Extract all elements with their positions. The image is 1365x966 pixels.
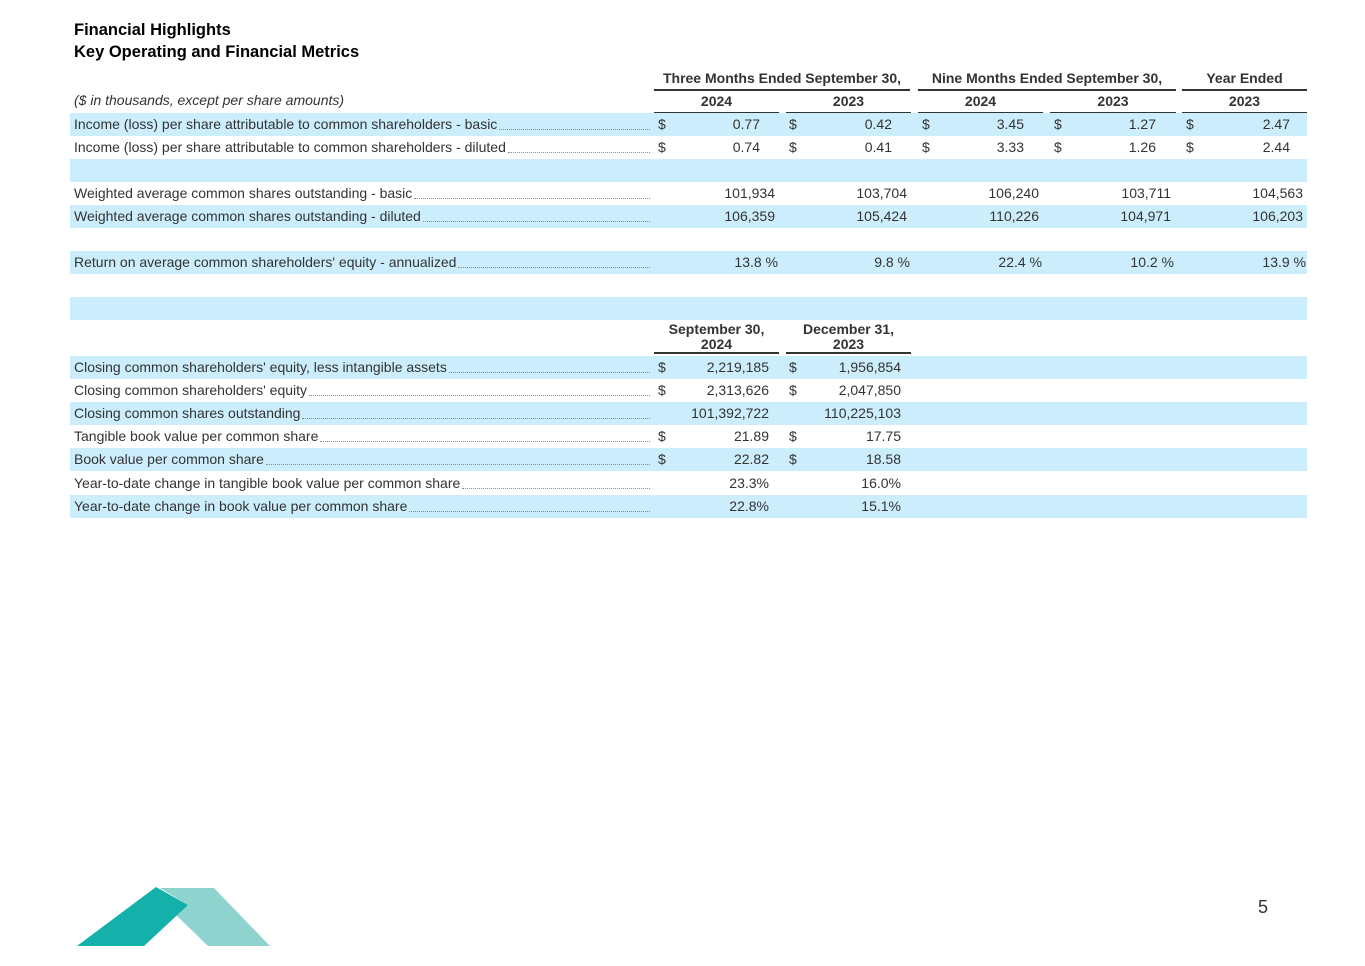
balance-header: December 31, 2023	[786, 322, 911, 354]
row-label: Book value per common share	[74, 448, 650, 471]
spacer-row	[70, 159, 1307, 182]
cell-value: 106,203	[1252, 208, 1303, 224]
cell-value: 3.33	[996, 139, 1024, 155]
year-header: 2023	[1182, 93, 1307, 114]
row-label: Closing common shares outstanding	[74, 402, 650, 425]
row-label: Return on average common shareholders' equity - annualized	[74, 251, 650, 274]
currency-symbol: $	[789, 116, 797, 132]
currency-symbol: $	[789, 382, 797, 398]
row-label: Income (loss) per share attributable to common shareholders - diluted	[74, 136, 650, 159]
company-logo-icon	[76, 887, 272, 949]
cell-value: 15.1%	[861, 498, 901, 514]
table-row	[70, 495, 1307, 518]
row-label: Year-to-date change in tangible book value per common share	[74, 472, 650, 495]
currency-symbol: $	[658, 451, 666, 467]
currency-symbol: $	[658, 428, 666, 444]
table-row	[70, 205, 1307, 228]
cell-value: 110,226	[989, 208, 1039, 224]
cell-value: 106,240	[988, 185, 1039, 201]
cell-value: 110,225,103	[824, 405, 901, 421]
year-header: 2023	[786, 93, 911, 114]
year-header: 2024	[918, 93, 1043, 114]
cell-value: 105,424	[856, 208, 907, 224]
cell-value: 103,711	[1121, 185, 1171, 201]
cell-value: 2,047,850	[838, 382, 901, 398]
cell-value: 22.8%	[729, 498, 769, 514]
logo-light-shape	[160, 888, 270, 946]
cell-value: 22.82	[733, 451, 769, 467]
cell-value: 22.4 %	[998, 254, 1042, 270]
table-row	[70, 182, 1307, 205]
page-number: 5	[1258, 897, 1269, 917]
table-row	[70, 448, 1307, 471]
row-label: Year-to-date change in book value per common share	[74, 495, 650, 518]
currency-symbol: $	[789, 451, 797, 467]
cell-value: 13.9 %	[1262, 254, 1306, 270]
cell-value: 0.42	[864, 116, 892, 132]
cell-value: 21.89	[733, 428, 769, 444]
currency-symbol: $	[789, 139, 797, 155]
cell-value: 18.58	[865, 451, 901, 467]
currency-symbol: $	[658, 382, 666, 398]
cell-value: 17.75	[865, 428, 901, 444]
header-three-months: Three Months Ended September 30,	[654, 70, 910, 91]
cell-value: 2.47	[1262, 116, 1290, 132]
cell-value: 13.8 %	[734, 254, 778, 270]
cell-value: 9.8 %	[874, 254, 910, 270]
row-label: Weighted average common shares outstanding - diluted	[74, 205, 650, 228]
cell-value: 104,971	[1120, 208, 1171, 224]
currency-symbol: $	[1186, 116, 1194, 132]
year-header: 2023	[1050, 93, 1176, 114]
table-row	[70, 356, 1307, 379]
table-row	[70, 251, 1307, 274]
cell-value: 0.77	[732, 116, 760, 132]
currency-symbol: $	[1054, 139, 1062, 155]
cell-value: 10.2 %	[1130, 254, 1174, 270]
section-title: Financial Highlights	[74, 21, 231, 39]
cell-value: 2,313,626	[706, 382, 769, 398]
section-subtitle: Key Operating and Financial Metrics	[74, 43, 360, 61]
table-row	[70, 402, 1307, 425]
cell-value: 1.26	[1128, 139, 1156, 155]
cell-value: 23.3%	[729, 475, 769, 491]
row-label: Closing common shareholders' equity	[74, 379, 650, 402]
currency-symbol: $	[789, 359, 797, 375]
cell-value: 104,563	[1252, 185, 1303, 201]
cell-value: 101,934	[724, 185, 775, 201]
table-row	[70, 379, 1307, 402]
balance-header: September 30, 2024	[654, 322, 779, 354]
table-row	[70, 136, 1307, 159]
spacer-row	[70, 297, 1307, 320]
currency-symbol: $	[1054, 116, 1062, 132]
currency-symbol: $	[789, 428, 797, 444]
cell-value: 1,956,854	[838, 359, 901, 375]
row-label: Tangible book value per common share	[74, 425, 650, 448]
cell-value: 16.0%	[861, 475, 901, 491]
cell-value: 101,392,722	[691, 405, 769, 421]
cell-value: 3.45	[996, 116, 1024, 132]
currency-symbol: $	[658, 116, 666, 132]
header-year-ended: Year Ended	[1182, 70, 1307, 91]
table-row	[70, 472, 1307, 495]
header-nine-months: Nine Months Ended September 30,	[918, 70, 1176, 91]
currency-symbol: $	[922, 139, 930, 155]
row-label: Weighted average common shares outstanding - basic	[74, 182, 650, 205]
logo-teal-shape	[77, 887, 188, 946]
cell-value: 103,704	[856, 185, 907, 201]
cell-value: 0.41	[864, 139, 892, 155]
cell-value: 2.44	[1262, 139, 1290, 155]
currency-symbol: $	[1186, 139, 1194, 155]
year-header: 2024	[654, 93, 779, 114]
currency-symbol: $	[658, 359, 666, 375]
table-row	[70, 113, 1307, 136]
row-label: Income (loss) per share attributable to common shareholders - basic	[74, 113, 650, 136]
cell-value: 1.27	[1128, 116, 1156, 132]
cell-value: 0.74	[732, 139, 760, 155]
row-label: Closing common shareholders' equity, less intangible assets	[74, 356, 650, 379]
currency-symbol: $	[922, 116, 930, 132]
currency-symbol: $	[658, 139, 666, 155]
units-note: ($ in thousands, except per share amounts)	[74, 92, 345, 108]
table-row	[70, 425, 1307, 448]
cell-value: 2,219,185	[706, 359, 769, 375]
cell-value: 106,359	[724, 208, 775, 224]
